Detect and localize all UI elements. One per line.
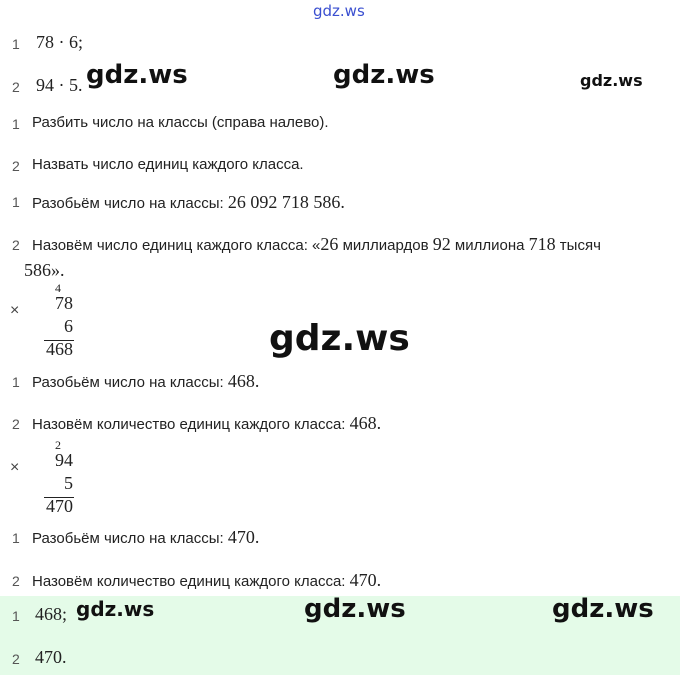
value-millions: 92	[432, 234, 451, 254]
step-label: Назовём число единиц каждого класса: «	[32, 237, 321, 254]
step-label: Разобьём число на классы:	[32, 530, 228, 547]
row-number: 1	[12, 608, 20, 624]
step-continuation: 586».	[24, 260, 65, 280]
label-thousands: тысяч	[555, 237, 601, 254]
step-value: 26 092 718 586.	[227, 192, 345, 212]
row-number: 2	[12, 651, 20, 667]
multiplicand: 78	[55, 293, 73, 313]
step-value: 470.	[349, 570, 382, 590]
expression: 78 · 6;	[36, 32, 83, 52]
value-thousands: 718	[528, 234, 556, 254]
step-text	[32, 570, 381, 591]
carry-digit: 4	[55, 281, 61, 295]
step-value: 468.	[227, 371, 260, 391]
multiplicand: 94	[55, 450, 73, 470]
plan-step: Назвать число единиц каждого класса.	[32, 156, 304, 173]
step-label: Разобьём число на классы:	[32, 374, 228, 391]
row-number: 2	[12, 416, 20, 432]
watermark: gdz.ws	[86, 60, 188, 90]
product: 470	[46, 496, 73, 516]
carry-digit: 2	[55, 438, 61, 452]
step-text	[32, 527, 259, 548]
step-label: Назовём количество единиц каждого класса:	[32, 573, 350, 590]
expression: 94 · 5.	[36, 75, 83, 95]
multiply-sign: ×	[10, 459, 20, 476]
watermark: gdz.ws	[333, 60, 435, 90]
step-value: 468.	[349, 413, 382, 433]
answer-value: 470.	[35, 647, 67, 667]
multiplier: 6	[64, 316, 73, 336]
row-number: 1	[12, 36, 20, 52]
multiply-sign: ×	[10, 302, 20, 319]
answer-value: 468;	[35, 604, 68, 624]
step-text	[32, 413, 381, 434]
row-number: 2	[12, 573, 20, 589]
watermark-top: gdz.ws	[313, 2, 365, 20]
step-text	[32, 371, 259, 392]
row-number: 2	[12, 237, 20, 253]
value-billions: 26	[320, 234, 339, 254]
row-number: 1	[12, 374, 20, 390]
row-number: 1	[12, 530, 20, 546]
watermark: gdz.ws	[552, 594, 654, 624]
row-number: 1	[12, 116, 20, 132]
multiplier: 5	[64, 473, 73, 493]
label-millions: миллиона	[450, 237, 529, 254]
row-number: 1	[12, 194, 20, 210]
watermark: gdz.ws	[76, 597, 155, 621]
step-text	[32, 192, 345, 213]
label-billions: миллиардов	[338, 237, 433, 254]
watermark: gdz.ws	[580, 71, 643, 90]
step-label: Разобьём число на классы:	[32, 195, 228, 212]
row-number: 2	[12, 79, 20, 95]
watermark: gdz.ws	[269, 318, 410, 359]
product: 468	[46, 339, 73, 359]
step-value: 470.	[227, 527, 260, 547]
row-number: 2	[12, 158, 20, 174]
watermark: gdz.ws	[304, 594, 406, 624]
step-label: Назовём количество единиц каждого класса:	[32, 416, 350, 433]
plan-step: Разбить число на классы (справа налево).	[32, 114, 329, 131]
step-text	[32, 234, 601, 255]
